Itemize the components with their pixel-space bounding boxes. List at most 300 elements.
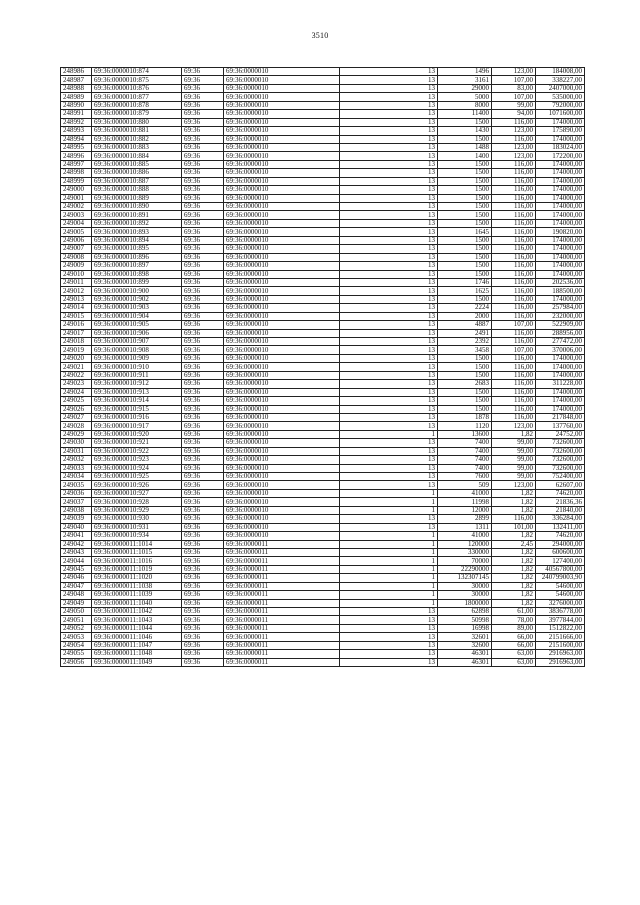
cadastral-number-cell: 69:36:0000011:1043 [92, 616, 182, 624]
land-category-cell: 13 [340, 245, 438, 253]
cadastral-value-cell: 190820,00 [536, 228, 585, 236]
quarter-number-cell: 69:36:0000010 [224, 262, 340, 270]
quarter-number-cell: 69:36:0000010 [224, 439, 340, 447]
district-code-cell: 69:36 [182, 582, 224, 590]
cadastral-value-cell: 188500,00 [536, 287, 585, 295]
cadastral-value-cell: 2407000,00 [536, 84, 585, 92]
cadastral-number-cell: 69:36:0000010:920 [92, 430, 182, 438]
cadastral-value-cell: 24752,00 [536, 430, 585, 438]
quarter-number-cell: 69:36:0000010 [224, 473, 340, 481]
cadastral-value-cell: 175890,00 [536, 127, 585, 135]
land-category-cell: 13 [340, 127, 438, 135]
cadastral-value-cell: 1071600,00 [536, 110, 585, 118]
land-category-cell: 13 [340, 338, 438, 346]
specific-value-cell: 61,00 [492, 608, 536, 616]
area-cell: 1500 [438, 270, 492, 278]
cadastral-number-cell: 69:36:0000010:924 [92, 464, 182, 472]
district-code-cell: 69:36 [182, 388, 224, 396]
land-category-cell: 13 [340, 219, 438, 227]
district-code-cell: 69:36 [182, 287, 224, 295]
specific-value-cell: 101,00 [492, 523, 536, 531]
quarter-number-cell: 69:36:0000010 [224, 380, 340, 388]
specific-value-cell: 116,00 [492, 380, 536, 388]
cadastral-value-cell: 62607,00 [536, 481, 585, 489]
area-cell: 62898 [438, 608, 492, 616]
cadastral-number-cell: 69:36:0000010:888 [92, 186, 182, 194]
specific-value-cell: 116,00 [492, 371, 536, 379]
table-row [61, 278, 585, 286]
row-number-cell: 248995 [61, 143, 92, 151]
cadastral-number-cell: 69:36:0000010:896 [92, 253, 182, 261]
row-number-cell: 249056 [61, 658, 92, 666]
row-number-cell: 249028 [61, 422, 92, 430]
quarter-number-cell: 69:36:0000010 [224, 321, 340, 329]
quarter-number-cell: 69:36:0000010 [224, 338, 340, 346]
cadastral-value-cell: 174000,00 [536, 253, 585, 261]
cadastral-number-cell: 69:36:0000010:909 [92, 354, 182, 362]
table-row [61, 506, 585, 514]
row-number-cell: 248989 [61, 93, 92, 101]
specific-value-cell: 1,82 [492, 548, 536, 556]
district-code-cell: 69:36 [182, 278, 224, 286]
cadastral-value-cell: 174000,00 [536, 177, 585, 185]
table-row [61, 354, 585, 362]
specific-value-cell: 1,82 [492, 574, 536, 582]
quarter-number-cell: 69:36:0000010 [224, 456, 340, 464]
land-category-cell: 13 [340, 658, 438, 666]
district-code-cell: 69:36 [182, 160, 224, 168]
row-number-cell: 249009 [61, 262, 92, 270]
specific-value-cell: 99,00 [492, 439, 536, 447]
area-cell: 1311 [438, 523, 492, 531]
cadastral-number-cell: 69:36:0000010:886 [92, 169, 182, 177]
district-code-cell: 69:36 [182, 447, 224, 455]
area-cell: 1488 [438, 143, 492, 151]
cadastral-value-cell: 174000,00 [536, 371, 585, 379]
district-code-cell: 69:36 [182, 405, 224, 413]
area-cell: 5000 [438, 93, 492, 101]
specific-value-cell: 116,00 [492, 397, 536, 405]
cadastral-value-cell: 183024,00 [536, 143, 585, 151]
cadastral-number-cell: 69:36:0000010:928 [92, 498, 182, 506]
district-code-cell: 69:36 [182, 312, 224, 320]
table-row [61, 633, 585, 641]
table-row [61, 245, 585, 253]
area-cell: 1500 [438, 295, 492, 303]
land-category-cell: 1 [340, 599, 438, 607]
row-number-cell: 249001 [61, 194, 92, 202]
cadastral-number-cell: 69:36:0000010:910 [92, 363, 182, 371]
district-code-cell: 69:36 [182, 68, 224, 76]
table-row [61, 540, 585, 548]
area-cell: 29000 [438, 84, 492, 92]
row-number-cell: 249005 [61, 228, 92, 236]
row-number-cell: 249011 [61, 278, 92, 286]
specific-value-cell: 123,00 [492, 481, 536, 489]
cadastral-number-cell: 69:36:0000010:895 [92, 245, 182, 253]
cadastral-value-cell: 54600,00 [536, 582, 585, 590]
specific-value-cell: 63,00 [492, 658, 536, 666]
specific-value-cell: 107,00 [492, 76, 536, 84]
cadastral-number-cell: 69:36:0000010:930 [92, 515, 182, 523]
cadastral-value-cell: 338227,00 [536, 76, 585, 84]
row-number-cell: 249031 [61, 447, 92, 455]
quarter-number-cell: 69:36:0000010 [224, 397, 340, 405]
specific-value-cell: 116,00 [492, 329, 536, 337]
land-category-cell: 13 [340, 93, 438, 101]
land-category-cell: 13 [340, 380, 438, 388]
table-row [61, 430, 585, 438]
cadastral-number-cell: 69:36:0000010:887 [92, 177, 182, 185]
row-number-cell: 249038 [61, 506, 92, 514]
cadastral-number-cell: 69:36:0000010:885 [92, 160, 182, 168]
cadastral-number-cell: 69:36:0000010:911 [92, 371, 182, 379]
cadastral-number-cell: 69:36:0000010:879 [92, 110, 182, 118]
land-category-cell: 1 [340, 591, 438, 599]
land-category-cell: 13 [340, 650, 438, 658]
specific-value-cell: 107,00 [492, 321, 536, 329]
cadastral-number-cell: 69:36:0000010:929 [92, 506, 182, 514]
district-code-cell: 69:36 [182, 633, 224, 641]
area-cell: 8000 [438, 101, 492, 109]
row-number-cell: 249022 [61, 371, 92, 379]
land-category-cell: 13 [340, 110, 438, 118]
specific-value-cell: 123,00 [492, 152, 536, 160]
area-cell: 1500 [438, 160, 492, 168]
district-code-cell: 69:36 [182, 262, 224, 270]
specific-value-cell: 116,00 [492, 177, 536, 185]
specific-value-cell: 2,45 [492, 540, 536, 548]
row-number-cell: 248991 [61, 110, 92, 118]
specific-value-cell: 116,00 [492, 169, 536, 177]
land-category-cell: 13 [340, 321, 438, 329]
quarter-number-cell: 69:36:0000010 [224, 430, 340, 438]
table-row [61, 236, 585, 244]
area-cell: 1500 [438, 211, 492, 219]
district-code-cell: 69:36 [182, 76, 224, 84]
quarter-number-cell: 69:36:0000010 [224, 236, 340, 244]
cadastral-value-cell: 732600,00 [536, 439, 585, 447]
cadastral-number-cell: 69:36:0000010:922 [92, 447, 182, 455]
quarter-number-cell: 69:36:0000011 [224, 599, 340, 607]
district-code-cell: 69:36 [182, 532, 224, 540]
table-row [61, 422, 585, 430]
cadastral-value-cell: 336284,00 [536, 515, 585, 523]
cadastral-number-cell: 69:36:0000011:1047 [92, 641, 182, 649]
area-cell: 1500 [438, 363, 492, 371]
table-row [61, 127, 585, 135]
land-category-cell: 13 [340, 397, 438, 405]
district-code-cell: 69:36 [182, 380, 224, 388]
cadastral-number-cell: 69:36:0000010:893 [92, 228, 182, 236]
specific-value-cell: 116,00 [492, 304, 536, 312]
cadastral-value-cell: 202536,00 [536, 278, 585, 286]
table-row [61, 118, 585, 126]
cadastral-number-cell: 69:36:0000010:897 [92, 262, 182, 270]
specific-value-cell: 116,00 [492, 262, 536, 270]
district-code-cell: 69:36 [182, 101, 224, 109]
quarter-number-cell: 69:36:0000010 [224, 211, 340, 219]
quarter-number-cell: 69:36:0000010 [224, 388, 340, 396]
land-category-cell: 13 [340, 211, 438, 219]
cadastral-number-cell: 69:36:0000010:927 [92, 489, 182, 497]
quarter-number-cell: 69:36:0000011 [224, 650, 340, 658]
quarter-number-cell: 69:36:0000010 [224, 481, 340, 489]
district-code-cell: 69:36 [182, 169, 224, 177]
land-category-cell: 13 [340, 152, 438, 160]
land-category-cell: 1 [340, 489, 438, 497]
quarter-number-cell: 69:36:0000010 [224, 464, 340, 472]
area-cell: 1800000 [438, 599, 492, 607]
cadastral-value-cell: 3977844,00 [536, 616, 585, 624]
table-row [61, 304, 585, 312]
cadastral-number-cell: 69:36:0000010:891 [92, 211, 182, 219]
cadastral-number-cell: 69:36:0000010:904 [92, 312, 182, 320]
specific-value-cell: 116,00 [492, 135, 536, 143]
district-code-cell: 69:36 [182, 127, 224, 135]
table-row [61, 211, 585, 219]
table-row [61, 388, 585, 396]
row-number-cell: 249004 [61, 219, 92, 227]
land-category-cell: 1 [340, 506, 438, 514]
cadastral-value-cell: 174000,00 [536, 405, 585, 413]
quarter-number-cell: 69:36:0000010 [224, 143, 340, 151]
cadastral-value-cell: 277472,00 [536, 338, 585, 346]
specific-value-cell: 116,00 [492, 160, 536, 168]
quarter-number-cell: 69:36:0000010 [224, 270, 340, 278]
table-row [61, 169, 585, 177]
area-cell: 7400 [438, 447, 492, 455]
land-category-cell: 13 [340, 253, 438, 261]
area-cell: 32600 [438, 641, 492, 649]
cadastral-value-cell: 174000,00 [536, 203, 585, 211]
cadastral-number-cell: 69:36:0000010:881 [92, 127, 182, 135]
land-category-cell: 13 [340, 363, 438, 371]
specific-value-cell: 116,00 [492, 186, 536, 194]
area-cell: 1500 [438, 186, 492, 194]
district-code-cell: 69:36 [182, 397, 224, 405]
area-cell: 1496 [438, 68, 492, 76]
page-number: 3510 [311, 31, 329, 40]
cadastral-number-cell: 69:36:0000010:917 [92, 422, 182, 430]
table-row [61, 641, 585, 649]
area-cell: 2392 [438, 338, 492, 346]
specific-value-cell: 99,00 [492, 456, 536, 464]
district-code-cell: 69:36 [182, 295, 224, 303]
area-cell: 330000 [438, 548, 492, 556]
row-number-cell: 248998 [61, 169, 92, 177]
row-number-cell: 249008 [61, 253, 92, 261]
table-row [61, 262, 585, 270]
quarter-number-cell: 69:36:0000010 [224, 371, 340, 379]
table-row [61, 481, 585, 489]
row-number-cell: 248997 [61, 160, 92, 168]
area-cell: 1500 [438, 405, 492, 413]
row-number-cell: 249015 [61, 312, 92, 320]
row-number-cell: 248990 [61, 101, 92, 109]
area-cell: 1500 [438, 169, 492, 177]
land-category-cell: 13 [340, 473, 438, 481]
land-category-cell: 13 [340, 405, 438, 413]
cadastral-value-cell: 21836,36 [536, 498, 585, 506]
row-number-cell: 249024 [61, 388, 92, 396]
cadastral-number-cell: 69:36:0000010:894 [92, 236, 182, 244]
row-number-cell: 249003 [61, 211, 92, 219]
quarter-number-cell: 69:36:0000011 [224, 624, 340, 632]
area-cell: 1500 [438, 194, 492, 202]
cadastral-number-cell: 69:36:0000010:905 [92, 321, 182, 329]
cadastral-value-cell: 174000,00 [536, 194, 585, 202]
specific-value-cell: 116,00 [492, 405, 536, 413]
land-category-cell: 13 [340, 160, 438, 168]
land-category-cell: 13 [340, 177, 438, 185]
specific-value-cell: 99,00 [492, 447, 536, 455]
cadastral-number-cell: 69:36:0000010:908 [92, 346, 182, 354]
land-category-cell: 13 [340, 270, 438, 278]
land-category-cell: 13 [340, 447, 438, 455]
quarter-number-cell: 69:36:0000010 [224, 203, 340, 211]
row-number-cell: 249000 [61, 186, 92, 194]
specific-value-cell: 116,00 [492, 118, 536, 126]
row-number-cell: 249021 [61, 363, 92, 371]
cadastral-number-cell: 69:36:0000010:876 [92, 84, 182, 92]
land-category-cell: 13 [340, 641, 438, 649]
table-row [61, 143, 585, 151]
cadastral-value-cell: 174000,00 [536, 186, 585, 194]
cadastral-number-cell: 69:36:0000011:1019 [92, 565, 182, 573]
row-number-cell: 249023 [61, 380, 92, 388]
table-row [61, 413, 585, 421]
cadastral-number-cell: 69:36:0000010:875 [92, 76, 182, 84]
area-cell: 1430 [438, 127, 492, 135]
area-cell: 70000 [438, 557, 492, 565]
area-cell: 22290000 [438, 565, 492, 573]
cadastral-number-cell: 69:36:0000010:934 [92, 532, 182, 540]
table-row [61, 228, 585, 236]
district-code-cell: 69:36 [182, 321, 224, 329]
table-row [61, 608, 585, 616]
specific-value-cell: 116,00 [492, 388, 536, 396]
cadastral-value-cell: 311228,00 [536, 380, 585, 388]
cadastral-number-cell: 69:36:0000011:1039 [92, 591, 182, 599]
row-number-cell: 249045 [61, 565, 92, 573]
land-category-cell: 13 [340, 608, 438, 616]
specific-value-cell: 116,00 [492, 312, 536, 320]
cadastral-number-cell: 69:36:0000010:889 [92, 194, 182, 202]
cadastral-value-cell: 132411,00 [536, 523, 585, 531]
quarter-number-cell: 69:36:0000010 [224, 413, 340, 421]
area-cell: 13600 [438, 430, 492, 438]
table-row [61, 650, 585, 658]
area-cell: 1625 [438, 287, 492, 295]
specific-value-cell: 1,82 [492, 498, 536, 506]
land-category-cell: 1 [340, 565, 438, 573]
cadastral-value-cell: 21840,00 [536, 506, 585, 514]
area-cell: 41000 [438, 489, 492, 497]
row-number-cell: 249012 [61, 287, 92, 295]
district-code-cell: 69:36 [182, 565, 224, 573]
area-cell: 1746 [438, 278, 492, 286]
table-row [61, 321, 585, 329]
district-code-cell: 69:36 [182, 540, 224, 548]
land-category-cell: 13 [340, 76, 438, 84]
land-category-cell: 1 [340, 574, 438, 582]
table-row [61, 439, 585, 447]
table-row [61, 68, 585, 76]
row-number-cell: 249020 [61, 354, 92, 362]
cadastral-number-cell: 69:36:0000010:923 [92, 456, 182, 464]
specific-value-cell: 116,00 [492, 219, 536, 227]
district-code-cell: 69:36 [182, 177, 224, 185]
row-number-cell: 249019 [61, 346, 92, 354]
district-code-cell: 69:36 [182, 371, 224, 379]
table-row [61, 447, 585, 455]
district-code-cell: 69:36 [182, 211, 224, 219]
district-code-cell: 69:36 [182, 489, 224, 497]
area-cell: 132307145 [438, 574, 492, 582]
land-category-cell: 13 [340, 84, 438, 92]
table-row [61, 658, 585, 666]
quarter-number-cell: 69:36:0000010 [224, 219, 340, 227]
quarter-number-cell: 69:36:0000010 [224, 506, 340, 514]
area-cell: 2683 [438, 380, 492, 388]
district-code-cell: 69:36 [182, 152, 224, 160]
land-category-cell: 1 [340, 430, 438, 438]
district-code-cell: 69:36 [182, 143, 224, 151]
table-row [61, 160, 585, 168]
quarter-number-cell: 69:36:0000010 [224, 194, 340, 202]
cadastral-value-cell: 240799003,90 [536, 574, 585, 582]
cadastral-number-cell: 69:36:0000010:877 [92, 93, 182, 101]
area-cell: 41000 [438, 532, 492, 540]
specific-value-cell: 66,00 [492, 641, 536, 649]
quarter-number-cell: 69:36:0000010 [224, 68, 340, 76]
cadastral-number-cell: 69:36:0000010:907 [92, 338, 182, 346]
quarter-number-cell: 69:36:0000010 [224, 422, 340, 430]
table-row [61, 219, 585, 227]
specific-value-cell: 99,00 [492, 473, 536, 481]
quarter-number-cell: 69:36:0000010 [224, 228, 340, 236]
row-number-cell: 249014 [61, 304, 92, 312]
area-cell: 4887 [438, 321, 492, 329]
cadastral-value-cell: 732600,00 [536, 464, 585, 472]
district-code-cell: 69:36 [182, 110, 224, 118]
area-cell: 1500 [438, 354, 492, 362]
specific-value-cell: 123,00 [492, 68, 536, 76]
specific-value-cell: 1,82 [492, 430, 536, 438]
district-code-cell: 69:36 [182, 346, 224, 354]
table-row [61, 76, 585, 84]
land-category-cell: 13 [340, 118, 438, 126]
table-row [61, 270, 585, 278]
land-category-cell: 13 [340, 371, 438, 379]
district-code-cell: 69:36 [182, 253, 224, 261]
specific-value-cell: 1,82 [492, 599, 536, 607]
area-cell: 509 [438, 481, 492, 489]
district-code-cell: 69:36 [182, 481, 224, 489]
land-category-cell: 1 [340, 582, 438, 590]
area-cell: 1120 [438, 422, 492, 430]
district-code-cell: 69:36 [182, 456, 224, 464]
specific-value-cell: 63,00 [492, 650, 536, 658]
area-cell: 1500 [438, 262, 492, 270]
row-number-cell: 249029 [61, 430, 92, 438]
quarter-number-cell: 69:36:0000011 [224, 616, 340, 624]
specific-value-cell: 123,00 [492, 143, 536, 151]
quarter-number-cell: 69:36:0000010 [224, 169, 340, 177]
cadastral-value-cell: 174000,00 [536, 397, 585, 405]
area-cell: 3161 [438, 76, 492, 84]
